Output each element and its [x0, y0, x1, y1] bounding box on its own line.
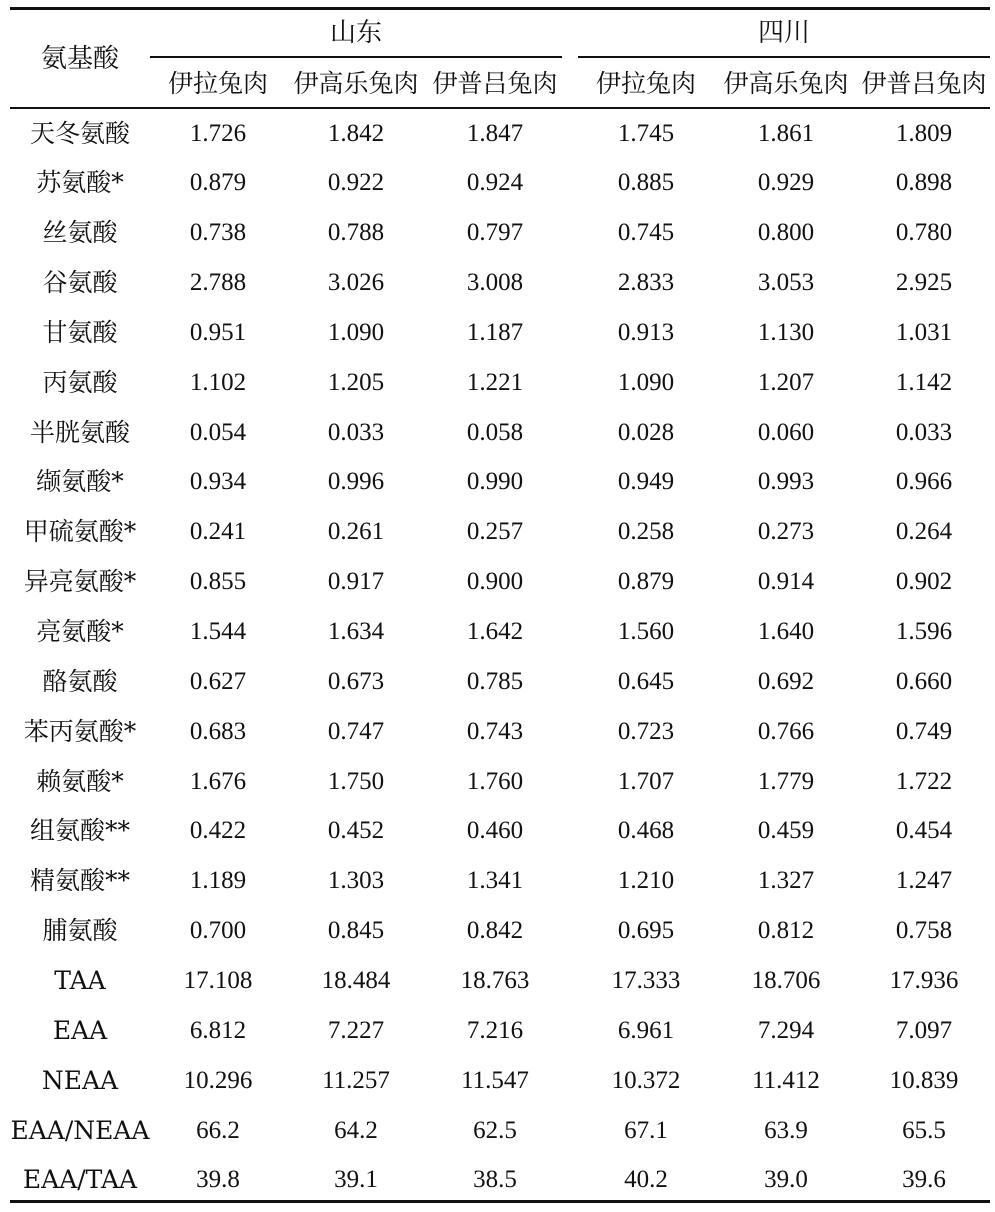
value-cell: 1.102 — [189, 369, 247, 396]
value-cell: 18.706 — [751, 967, 821, 994]
value-cell: 1.745 — [617, 120, 675, 147]
value-cell: 10.296 — [183, 1067, 253, 1094]
value-cell: 66.2 — [196, 1117, 240, 1144]
row-label: 亮氨酸* — [36, 617, 124, 646]
value-cell: 18.763 — [460, 967, 530, 994]
value-cell: 0.922 — [327, 169, 385, 196]
column-header: 伊普吕兔肉 — [861, 69, 987, 98]
value-cell: 0.879 — [617, 568, 675, 595]
value-cell: 6.812 — [189, 1017, 247, 1044]
value-cell: 7.097 — [895, 1017, 953, 1044]
value-cell: 1.544 — [189, 618, 247, 645]
value-cell: 1.207 — [757, 369, 815, 396]
value-cell: 1.722 — [895, 768, 953, 795]
value-cell: 0.902 — [895, 568, 953, 595]
row-label: 异亮氨酸* — [23, 567, 137, 596]
value-cell: 2.925 — [895, 269, 953, 296]
value-cell: 0.747 — [327, 718, 385, 745]
value-cell: 1.750 — [327, 768, 385, 795]
row-label: 苏氨酸* — [36, 168, 124, 197]
column-header: 伊拉兔肉 — [167, 69, 268, 98]
row-label: 天冬氨酸 — [29, 119, 130, 148]
row-label: 丙氨酸 — [42, 368, 118, 397]
group-rule-sichuan — [578, 56, 990, 58]
value-cell: 1.726 — [189, 120, 247, 147]
value-cell: 0.766 — [757, 718, 815, 745]
value-cell: 39.0 — [764, 1166, 808, 1193]
row-label: 谷氨酸 — [42, 268, 118, 297]
group-header-sichuan: 四川 — [757, 18, 810, 48]
value-cell: 0.812 — [757, 917, 815, 944]
value-cell: 0.900 — [466, 568, 524, 595]
row-label: 甘氨酸 — [42, 318, 118, 347]
value-cell: 10.839 — [889, 1067, 959, 1094]
group-header-shandong: 山东 — [329, 18, 382, 48]
value-cell: 39.1 — [334, 1166, 378, 1193]
value-cell: 2.833 — [617, 269, 675, 296]
value-cell: 1.596 — [895, 618, 953, 645]
value-cell: 0.459 — [757, 817, 815, 844]
value-cell: 1.221 — [466, 369, 524, 396]
value-cell: 1.847 — [466, 120, 524, 147]
value-cell: 17.108 — [183, 967, 253, 994]
value-cell: 1.090 — [327, 319, 385, 346]
value-cell: 0.842 — [466, 917, 524, 944]
group-rule-shandong — [150, 56, 562, 58]
value-cell: 17.333 — [611, 967, 681, 994]
value-cell: 0.951 — [189, 319, 247, 346]
value-cell: 0.454 — [895, 817, 953, 844]
value-cell: 7.294 — [757, 1017, 815, 1044]
value-cell: 1.640 — [757, 618, 815, 645]
value-cell: 1.861 — [757, 120, 815, 147]
value-cell: 0.660 — [895, 668, 953, 695]
value-cell: 0.929 — [757, 169, 815, 196]
value-cell: 0.273 — [757, 518, 815, 545]
value-cell: 0.468 — [617, 817, 675, 844]
value-cell: 10.372 — [611, 1067, 681, 1094]
value-cell: 0.855 — [189, 568, 247, 595]
value-cell: 0.785 — [466, 668, 524, 695]
value-cell: 0.683 — [189, 718, 247, 745]
bottom-rule — [10, 1200, 990, 1203]
value-cell: 39.8 — [196, 1166, 240, 1193]
value-cell: 0.060 — [757, 419, 815, 446]
value-cell: 65.5 — [902, 1117, 946, 1144]
value-cell: 39.6 — [902, 1166, 946, 1193]
row-label: TAA — [54, 966, 106, 995]
value-cell: 0.700 — [189, 917, 247, 944]
value-cell: 1.809 — [895, 120, 953, 147]
value-cell: 0.723 — [617, 718, 675, 745]
value-cell: 7.227 — [327, 1017, 385, 1044]
row-label: 脯氨酸 — [42, 916, 118, 945]
value-cell: 3.026 — [327, 269, 385, 296]
value-cell: 64.2 — [334, 1117, 378, 1144]
value-cell: 0.934 — [189, 468, 247, 495]
value-cell: 0.422 — [189, 817, 247, 844]
value-cell: 62.5 — [473, 1117, 517, 1144]
value-cell: 0.914 — [757, 568, 815, 595]
value-cell: 0.924 — [466, 169, 524, 196]
value-cell: 0.780 — [895, 219, 953, 246]
value-cell: 0.258 — [617, 518, 675, 545]
value-cell: 0.879 — [189, 169, 247, 196]
top-rule — [10, 7, 990, 10]
value-cell: 0.627 — [189, 668, 247, 695]
value-cell: 1.142 — [895, 369, 953, 396]
value-cell: 1.341 — [466, 867, 524, 894]
value-cell: 0.673 — [327, 668, 385, 695]
column-header: 伊高乐兔肉 — [293, 69, 419, 98]
value-cell: 6.961 — [617, 1017, 675, 1044]
value-cell: 1.130 — [757, 319, 815, 346]
value-cell: 1.327 — [757, 867, 815, 894]
value-cell: 1.707 — [617, 768, 675, 795]
value-cell: 0.788 — [327, 219, 385, 246]
row-label: 赖氨酸* — [36, 767, 124, 796]
value-cell: 0.452 — [327, 817, 385, 844]
value-cell: 0.645 — [617, 668, 675, 695]
value-cell: 0.028 — [617, 419, 675, 446]
value-cell: 0.695 — [617, 917, 675, 944]
value-cell: 1.676 — [189, 768, 247, 795]
value-cell: 0.996 — [327, 468, 385, 495]
row-label: 组氨酸** — [29, 816, 130, 845]
row-label: 缬氨酸* — [36, 467, 124, 496]
value-cell: 1.247 — [895, 867, 953, 894]
value-cell: 1.205 — [327, 369, 385, 396]
value-cell: 1.634 — [327, 618, 385, 645]
column-header: 伊普吕兔肉 — [432, 69, 558, 98]
row-label: 半胱氨酸 — [29, 418, 130, 447]
value-cell: 11.547 — [461, 1067, 529, 1094]
value-cell: 0.845 — [327, 917, 385, 944]
value-cell: 1.779 — [757, 768, 815, 795]
value-cell: 40.2 — [624, 1166, 668, 1193]
value-cell: 11.412 — [752, 1067, 820, 1094]
row-label: 丝氨酸 — [42, 218, 118, 247]
value-cell: 0.058 — [466, 419, 524, 446]
value-cell: 0.993 — [757, 468, 815, 495]
column-header: 伊高乐兔肉 — [723, 69, 849, 98]
value-cell: 1.031 — [895, 319, 953, 346]
row-label: 甲硫氨酸* — [23, 517, 137, 546]
value-cell: 17.936 — [889, 967, 959, 994]
value-cell: 1.560 — [617, 618, 675, 645]
corner-header: 氨基酸 — [40, 44, 119, 74]
value-cell: 0.949 — [617, 468, 675, 495]
value-cell: 0.898 — [895, 169, 953, 196]
value-cell: 0.033 — [895, 419, 953, 446]
value-cell: 67.1 — [624, 1117, 668, 1144]
value-cell: 1.303 — [327, 867, 385, 894]
value-cell: 0.261 — [327, 518, 385, 545]
value-cell: 63.9 — [764, 1117, 808, 1144]
column-header: 伊拉兔肉 — [595, 69, 696, 98]
value-cell: 0.797 — [466, 219, 524, 246]
value-cell: 1.642 — [466, 618, 524, 645]
value-cell: 0.257 — [466, 518, 524, 545]
value-cell: 0.054 — [189, 419, 247, 446]
value-cell: 3.053 — [757, 269, 815, 296]
value-cell: 0.033 — [327, 419, 385, 446]
value-cell: 0.917 — [327, 568, 385, 595]
value-cell: 1.210 — [617, 867, 675, 894]
value-cell: 1.760 — [466, 768, 524, 795]
value-cell: 0.749 — [895, 718, 953, 745]
value-cell: 38.5 — [473, 1166, 517, 1193]
value-cell: 0.264 — [895, 518, 953, 545]
value-cell: 0.743 — [466, 718, 524, 745]
value-cell: 0.913 — [617, 319, 675, 346]
value-cell: 0.990 — [466, 468, 524, 495]
value-cell: 0.758 — [895, 917, 953, 944]
value-cell: 1.189 — [189, 867, 247, 894]
row-label: 苯丙氨酸* — [23, 717, 137, 746]
row-label: EAA/NEAA — [10, 1116, 150, 1145]
value-cell: 0.692 — [757, 668, 815, 695]
value-cell: 0.738 — [189, 219, 247, 246]
row-label: 精氨酸** — [29, 866, 130, 895]
row-label: EAA — [52, 1016, 108, 1045]
value-cell: 0.241 — [189, 518, 247, 545]
value-cell: 11.257 — [322, 1067, 390, 1094]
value-cell: 18.484 — [321, 967, 391, 994]
row-label: 酪氨酸 — [42, 667, 118, 696]
value-cell: 0.885 — [617, 169, 675, 196]
value-cell: 1.842 — [327, 120, 385, 147]
value-cell: 2.788 — [189, 269, 247, 296]
value-cell: 0.745 — [617, 219, 675, 246]
row-label: EAA/TAA — [22, 1165, 138, 1194]
value-cell: 3.008 — [466, 269, 524, 296]
value-cell: 1.090 — [617, 369, 675, 396]
row-label: NEAA — [41, 1066, 119, 1095]
value-cell: 0.800 — [757, 219, 815, 246]
value-cell: 1.187 — [466, 319, 524, 346]
header-rule — [10, 107, 990, 109]
value-cell: 7.216 — [466, 1017, 524, 1044]
value-cell: 0.966 — [895, 468, 953, 495]
value-cell: 0.460 — [466, 817, 524, 844]
